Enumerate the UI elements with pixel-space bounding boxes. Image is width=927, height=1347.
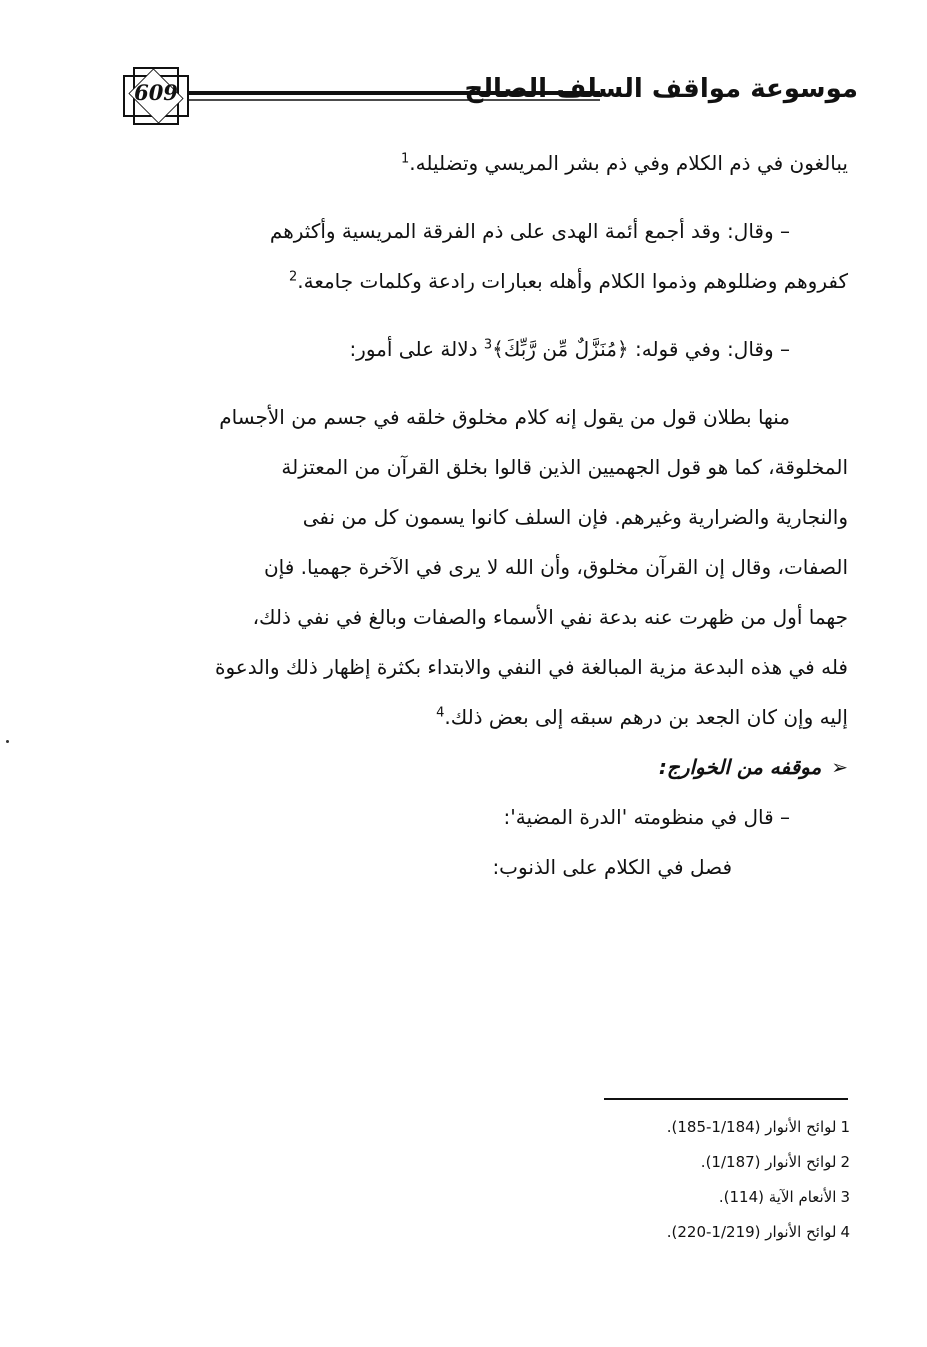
text-segment: دلالة على أمور:: [349, 337, 484, 361]
text-line: جهما أول من ظهرت عنه بدعة نفي الأسماء والصفات وبالغ في نفي ذلك،: [252, 605, 848, 629]
text-line: – وقال: وقد أجمع أئمة الهدى على ذم الفرقة المريسية وأكثرهم: [269, 219, 790, 243]
text-segment: إليه وإن كان الجعد بن درهم سبقه إلى بعض ذلك.: [444, 705, 848, 729]
section-heading: [110, 742, 848, 792]
footnote-text: لوائح الأنوار (1/219-220).: [666, 1223, 837, 1241]
footnote-separator: [604, 1098, 848, 1100]
footnote-item: [560, 1145, 850, 1180]
footnote-text: لوائح الأنوار (1/187).: [700, 1153, 837, 1171]
footnote-text: الأنعام الآية (114).: [718, 1188, 837, 1206]
text-line: فله في هذه البدعة مزية المبالغة في النفي والابتداء بكثرة إظهار ذلك والدعوة: [214, 655, 848, 679]
footnote-ref: 3: [483, 337, 493, 353]
book-title: موسوعة مواقف السلف الصالح: [464, 74, 858, 104]
text-line: الصفات، وقال إن القرآن مخلوق، وأن الله لا يرى في الآخرة جهميا. فإن: [263, 555, 848, 579]
text-line: فصل في الكلام على الذنوب:: [492, 855, 732, 879]
text-line: [110, 256, 848, 306]
text-line: – قال في منظومته 'الدرة المضية':: [503, 805, 790, 829]
text-line: [110, 692, 848, 742]
page-number: 609: [134, 80, 178, 105]
text-segment: يبالغون في ذم الكلام وفي ذم بشر المريسي وتضليله.: [409, 151, 848, 175]
footnote-item: [560, 1180, 850, 1215]
footnote-number: 2: [840, 1153, 850, 1171]
text-line: [110, 138, 848, 188]
footnote-item: [560, 1215, 850, 1250]
footnote-number: 3: [840, 1188, 850, 1206]
scan-speck: [6, 740, 9, 743]
footnote-number: 4: [840, 1223, 850, 1241]
footnote-item: [560, 1110, 850, 1145]
footnote-text: لوائح الأنوار (1/184-185).: [666, 1118, 837, 1136]
main-text: [110, 138, 848, 892]
text-line: [110, 324, 848, 374]
arrow-bullet-icon: ➢: [831, 755, 848, 779]
text-line: منها بطلان قول من يقول إنه كلام مخلوق خلقه في جسم من الأجسام: [219, 405, 790, 429]
page-header: [102, 66, 862, 128]
text-segment: كفروهم وضللوهم وذموا الكلام وأهله بعبارات رادعة وكلمات جامعة.: [297, 269, 848, 293]
text-line: والنجارية والضرارية وغيرهم. فإن السلف كانوا يسمون كل من نفى: [302, 505, 848, 529]
footnote-ref: 1: [400, 151, 410, 167]
footnote-ref: 2: [288, 269, 298, 285]
footnotes: [560, 1110, 850, 1250]
text-line: المخلوقة، كما هو قول الجهميين الذين قالوا بخلق القرآن من المعتزلة: [281, 455, 848, 479]
quran-quote: – وقال: وفي قوله: ﴿مُنَزَّلٌ مِّن رَّبِّكَ﴾: [492, 337, 790, 361]
footnote-ref: 4: [436, 705, 445, 721]
heading-text: موقفه من الخوارج:: [658, 755, 822, 779]
footnote-number: 1: [840, 1118, 850, 1136]
